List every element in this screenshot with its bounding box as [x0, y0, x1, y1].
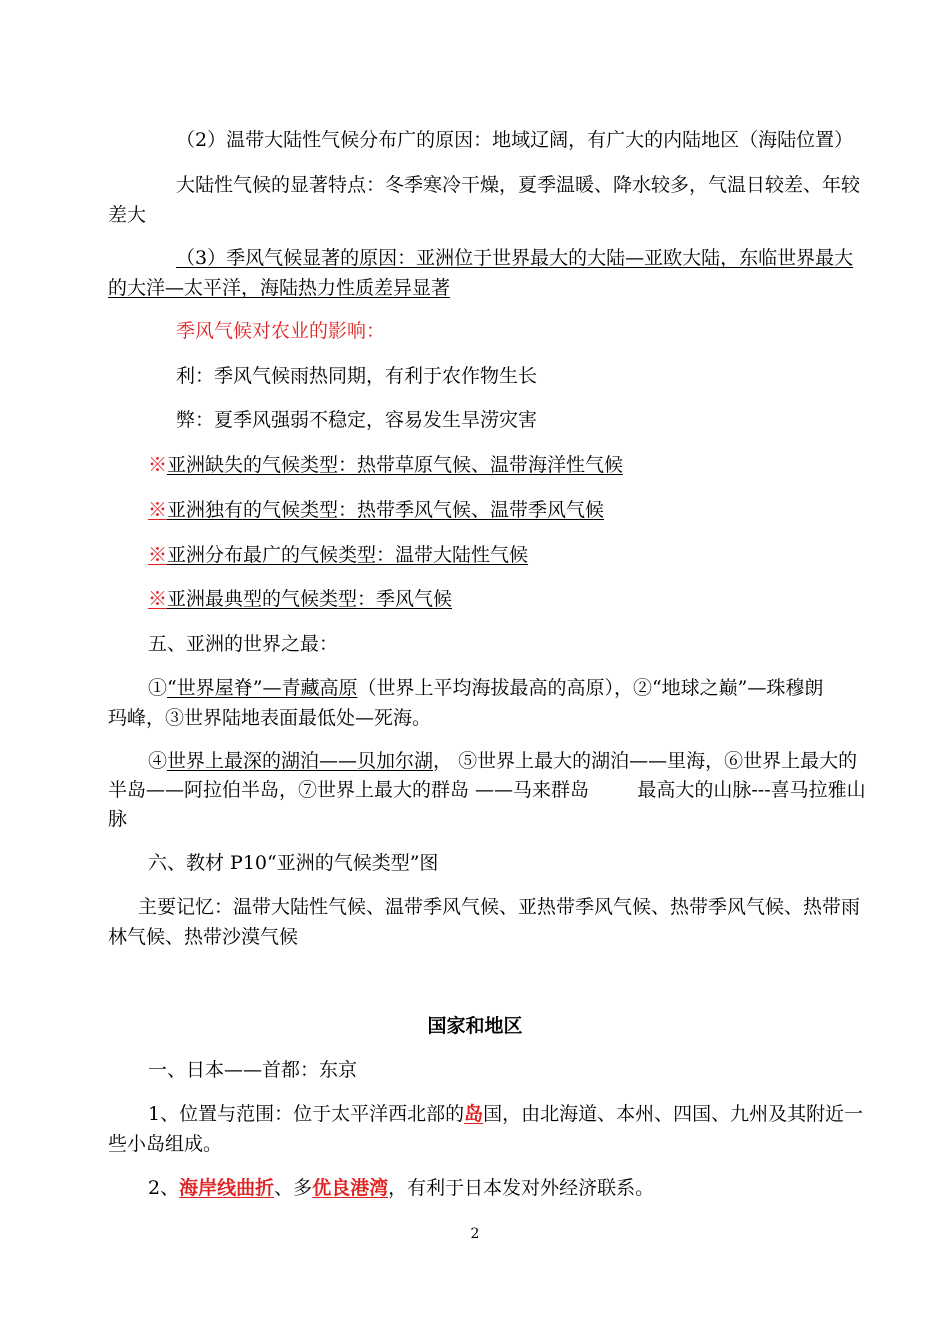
superlatives-text: ， ⑤世界上最大的湖泊——里海，⑥世界上最大的 [433, 750, 858, 772]
note-text: 亚洲分布最广的气候类型：温带大陆性气候 [167, 544, 529, 566]
continental-feature-line-2: 差大 [108, 204, 147, 226]
note-unique-climates [148, 498, 604, 522]
japan-coast-line [148, 1176, 654, 1200]
coast-text: ，有利于日本发对外经济联系。 [388, 1177, 655, 1199]
note-text: 亚洲最典型的气候类型：季风气候 [167, 588, 453, 610]
memory-list-line-1: 主要记忆：温带大陆性气候、温带季风气候、亚热带季风气候、热带季风气候、热带雨 [138, 896, 861, 918]
island-highlight: 岛 [464, 1103, 484, 1125]
coastline-highlight: 海岸线曲折 [179, 1177, 275, 1199]
location-text: 1、位置与范围：位于太平洋西北部的 [148, 1103, 465, 1125]
monsoon-reason-line-1: （3）季风气候显著的原因：亚洲位于世界最大的大陆—亚欧大陆，东临世界最大 [176, 247, 854, 269]
continental-feature-line-1: 大陆性气候的显著特点：冬季寒冷干燥，夏季温暖、降水较多，气温日较差、年较 [176, 174, 861, 196]
section-five-title: 五、亚洲的世界之最： [148, 633, 339, 655]
superlatives-line-5: 脉 [108, 808, 128, 830]
superlatives-line-1 [148, 676, 823, 700]
monsoon-disadvantage: 弊：夏季风强弱不稳定，容易发生旱涝灾害 [176, 409, 538, 431]
superlatives-text: （世界上平均海拔最高的高原），②“地球之巅”—珠穆朗 [357, 677, 824, 699]
reference-mark: ※ [148, 544, 168, 566]
reference-mark: ※ [148, 454, 168, 476]
chapter-title: 国家和地区 [427, 1015, 523, 1037]
note-missing-climates [148, 453, 623, 477]
note-text: 亚洲缺失的气候类型：热带草原气候、温带海洋性气候 [167, 454, 624, 476]
monsoon-advantage: 利：季风气候雨热同期，有利于农作物生长 [176, 365, 538, 387]
monsoon-agriculture-heading: 季风气候对农业的影响： [176, 320, 386, 342]
section-six-title: 六、教材 P10“亚洲的气候类型”图 [148, 852, 439, 874]
climate-reason-line-1: （2）温带大陆性气候分布广的原因：地域辽阔，有广大的内陆地区（海陆位置） [176, 129, 854, 151]
superlatives-line-3 [148, 749, 857, 773]
item-number: 2、 [148, 1177, 180, 1199]
deepest-lake-text: 世界上最深的湖泊——贝加尔湖 [167, 750, 434, 772]
page-number: 2 [470, 1226, 480, 1242]
memory-list-line-2: 林气候、热带沙漠气候 [108, 926, 299, 948]
circled-number: ① [148, 677, 168, 699]
coast-text: 、多 [274, 1177, 313, 1199]
location-text: 国，由北海道、本州、四国、九州及其附近一 [483, 1103, 864, 1125]
japan-title: 一、日本——首都：东京 [148, 1059, 358, 1081]
japan-location-line-2: 些小岛组成。 [108, 1133, 223, 1155]
circled-number: ④ [148, 750, 168, 772]
roof-of-world-text: “世界屋脊”—青藏高原 [167, 677, 358, 699]
note-widest-climate [148, 543, 528, 567]
japan-location-line-1 [148, 1102, 863, 1126]
superlatives-line-2: 玛峰，③世界陆地表面最低处—死海。 [108, 707, 432, 729]
superlatives-line-4: 半岛——阿拉伯半岛，⑦世界上最大的群岛 ——马来群岛 最高大的山脉---喜马拉雅山 [108, 779, 866, 801]
monsoon-reason-line-2: 的大洋—太平洋，海陆热力性质差异显著 [108, 277, 451, 299]
note-typical-climate [148, 587, 452, 611]
harbor-highlight: 优良港湾 [312, 1177, 389, 1199]
reference-mark: ※ [148, 588, 168, 610]
reference-mark: ※ [148, 499, 168, 521]
note-text: 亚洲独有的气候类型：热带季风气候、温带季风气候 [167, 499, 605, 521]
